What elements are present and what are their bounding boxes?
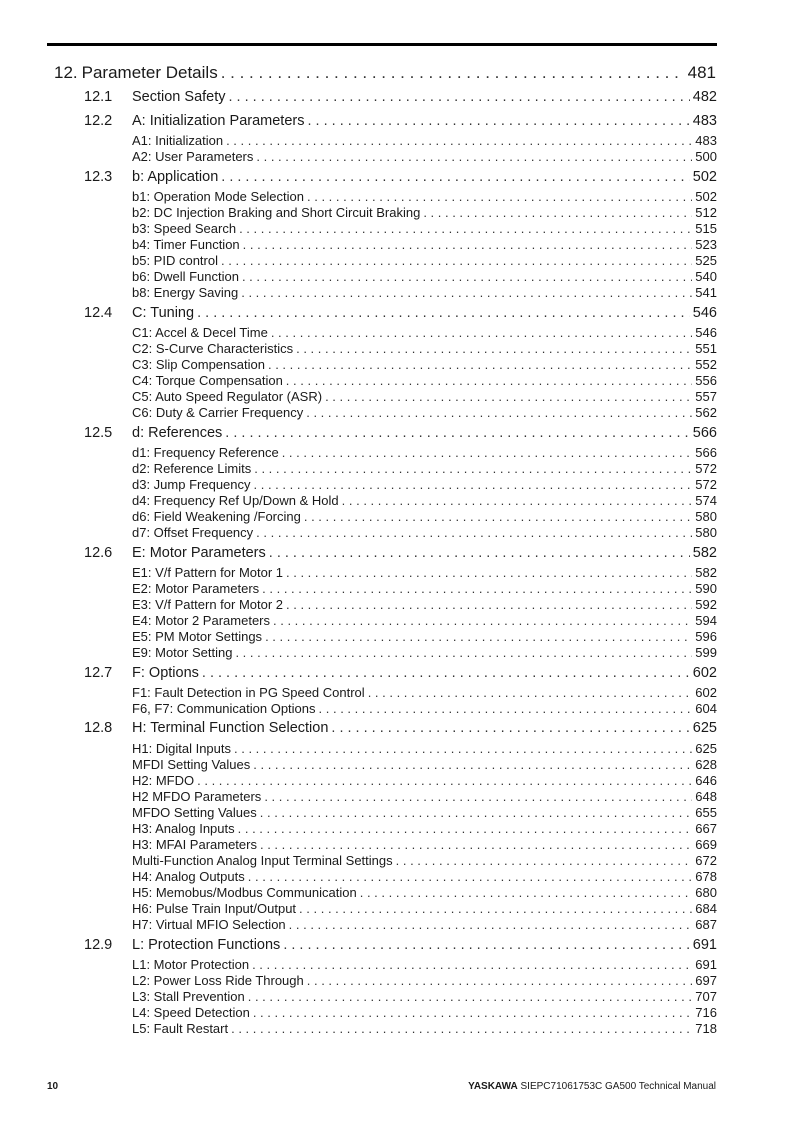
- subsection-page: 602: [695, 685, 717, 701]
- subsection-title: d4: Frequency Ref Up/Down & Hold: [132, 493, 339, 509]
- dot-leader: [299, 901, 692, 916]
- section-number: 12.4: [84, 304, 113, 321]
- subsection-page: 580: [695, 509, 717, 525]
- toc-subsection[interactable]: [132, 1021, 717, 1036]
- toc-subsection[interactable]: [132, 917, 717, 932]
- subsection-page: 592: [695, 597, 717, 613]
- toc-subsection[interactable]: [132, 989, 717, 1004]
- toc-subsection[interactable]: [132, 525, 717, 540]
- section-number: 12.6: [84, 544, 113, 561]
- dot-leader: [253, 1005, 692, 1020]
- toc-subsection[interactable]: [132, 493, 717, 508]
- toc-section-12-5[interactable]: [84, 425, 717, 441]
- subsection-title: A2: User Parameters: [132, 149, 254, 165]
- section-number: 12.7: [84, 664, 113, 681]
- section-title: H: Terminal Function Selection: [132, 720, 329, 737]
- subsection-title: C1: Accel & Decel Time: [132, 325, 268, 341]
- subsection-page: 707: [695, 989, 717, 1005]
- toc-subsection[interactable]: [132, 253, 717, 268]
- toc-subsection[interactable]: [132, 149, 717, 164]
- toc-subsection[interactable]: [132, 405, 717, 420]
- toc-subsection[interactable]: [132, 629, 717, 644]
- subsection-title: L4: Speed Detection: [132, 1005, 250, 1021]
- subsection-page: 515: [695, 221, 717, 237]
- subsection-title: L5: Fault Restart: [132, 1021, 229, 1037]
- dot-leader: [307, 113, 689, 129]
- toc-subsection[interactable]: [132, 189, 717, 204]
- subsection-page: 594: [695, 613, 717, 629]
- subsection-page: 541: [695, 285, 717, 301]
- subsection-title: MFDI Setting Values: [132, 756, 251, 772]
- subsection-title: E9: Motor Setting: [132, 645, 233, 661]
- subsection-page: 687: [695, 917, 717, 933]
- subsection-page: 669: [695, 837, 717, 853]
- toc-subsection[interactable]: [132, 805, 717, 820]
- dot-leader: [396, 853, 693, 868]
- toc-section-12-1[interactable]: [84, 89, 717, 105]
- dot-leader: [307, 973, 693, 988]
- dot-leader: [423, 205, 692, 220]
- toc-subsection[interactable]: [132, 837, 717, 852]
- toc-subsection[interactable]: [132, 685, 717, 700]
- subsection-title: H2: MFDO: [132, 772, 195, 788]
- subsection-page: 551: [695, 341, 717, 357]
- dot-leader: [221, 169, 690, 185]
- subsection-title: H3: Analog Inputs: [132, 821, 235, 837]
- dot-leader: [239, 221, 692, 236]
- subsection-page: 572: [695, 461, 717, 477]
- section-page: 566: [692, 424, 717, 441]
- dot-leader: [197, 305, 690, 321]
- dot-leader: [319, 701, 693, 716]
- chapter-title: Parameter Details: [81, 63, 218, 82]
- toc-subsection[interactable]: [132, 869, 717, 884]
- subsection-page: 525: [695, 253, 717, 269]
- section-page: 546: [692, 304, 717, 321]
- toc-subsection[interactable]: [132, 565, 717, 580]
- dot-leader: [260, 837, 692, 852]
- subsection-page: 566: [695, 445, 717, 461]
- subsection-title: H6: Pulse Train Input/Output: [132, 901, 297, 917]
- subsection-title: E2: Motor Parameters: [132, 581, 260, 597]
- subsection-page: 625: [695, 740, 717, 756]
- section-title: F: Options: [132, 664, 199, 681]
- subsection-title: C4: Torque Compensation: [132, 373, 283, 389]
- dot-leader: [264, 789, 692, 804]
- subsection-title: b2: DC Injection Braking and Short Circuit Braking: [132, 205, 421, 221]
- dot-leader: [306, 405, 692, 420]
- dot-leader: [269, 545, 690, 561]
- subsection-page: 552: [695, 357, 717, 373]
- toc-subsection[interactable]: [132, 221, 717, 236]
- toc-subsection[interactable]: [132, 509, 717, 524]
- section-number: 12.5: [84, 424, 113, 441]
- subsection-page: 582: [695, 565, 717, 581]
- dot-leader: [229, 89, 690, 105]
- footer-doc-info: [468, 1081, 716, 1092]
- toc-subsection[interactable]: [132, 285, 717, 300]
- subsection-page: 590: [695, 581, 717, 597]
- toc-subsection[interactable]: [132, 853, 717, 868]
- subsection-title: C2: S-Curve Characteristics: [132, 341, 294, 357]
- subsection-title: d1: Frequency Reference: [132, 445, 279, 461]
- subsection-title: H5: Memobus/Modbus Communication: [132, 885, 357, 901]
- dot-leader: [286, 565, 692, 580]
- toc-subsection[interactable]: [132, 373, 717, 388]
- toc-subsection[interactable]: [132, 445, 717, 460]
- subsection-page: 574: [695, 493, 717, 509]
- subsection-page: 596: [695, 629, 717, 645]
- subsection-title: b6: Dwell Function: [132, 269, 239, 285]
- subsection-page: 512: [695, 205, 717, 221]
- toc-subsection[interactable]: [132, 597, 717, 612]
- dot-leader: [243, 237, 693, 252]
- toc-section-12-6[interactable]: [84, 545, 717, 561]
- toc-subsection[interactable]: [132, 973, 717, 988]
- subsection-page: 655: [695, 805, 717, 821]
- toc-subsection[interactable]: [132, 269, 717, 284]
- toc-subsection[interactable]: [132, 237, 717, 252]
- toc-subsection[interactable]: [132, 133, 717, 148]
- dot-leader: [268, 357, 692, 372]
- dot-leader: [225, 425, 690, 441]
- section-page: 582: [692, 544, 717, 561]
- subsection-page: 599: [695, 645, 717, 661]
- subsection-page: 483: [695, 133, 717, 149]
- subsection-title: b1: Operation Mode Selection: [132, 189, 304, 204]
- dot-leader: [242, 269, 692, 284]
- subsection-page: 680: [695, 885, 717, 901]
- dot-leader: [265, 629, 692, 644]
- subsection-title: H1: Digital Inputs: [132, 740, 231, 756]
- toc-subsection[interactable]: [132, 325, 717, 340]
- dot-leader: [254, 461, 692, 476]
- dot-leader: [260, 805, 693, 820]
- toc-subsection[interactable]: [132, 645, 717, 660]
- subsection-page: 684: [695, 901, 717, 917]
- subsection-page: 678: [695, 869, 717, 885]
- section-page: 502: [692, 168, 717, 185]
- subsection-page: 604: [695, 701, 717, 717]
- toc-subsection[interactable]: [132, 957, 717, 972]
- subsection-page: 500: [695, 149, 717, 165]
- subsection-title: d6: Field Weakening /Forcing: [132, 509, 301, 525]
- subsection-page: 628: [695, 756, 717, 772]
- subsection-page: 523: [695, 237, 717, 253]
- dot-leader: [283, 937, 689, 953]
- toc-subsection[interactable]: [132, 613, 717, 628]
- subsection-title: H4: Analog Outputs: [132, 869, 245, 885]
- chapter-page: 481: [687, 63, 716, 82]
- subsection-page: 556: [695, 373, 717, 389]
- section-page: 691: [692, 936, 717, 953]
- subsection-title: E4: Motor 2 Parameters: [132, 613, 270, 629]
- toc-subsection[interactable]: [132, 773, 717, 788]
- dot-leader: [360, 885, 693, 900]
- subsection-title: b4: Timer Function: [132, 237, 240, 253]
- dot-leader: [231, 1021, 692, 1036]
- subsection-page: 572: [695, 477, 717, 493]
- section-page: 625: [692, 720, 717, 737]
- toc-subsection[interactable]: [132, 789, 717, 804]
- subsection-title: d3: Jump Frequency: [132, 477, 251, 493]
- dot-leader: [368, 685, 693, 700]
- dot-leader: [286, 373, 693, 388]
- subsection-page: 667: [695, 821, 717, 837]
- dot-leader: [197, 773, 692, 788]
- dot-leader: [221, 253, 692, 268]
- toc-section-12-2[interactable]: [84, 113, 717, 129]
- subsection-page: 540: [695, 269, 717, 285]
- dot-leader: [221, 63, 685, 83]
- section-page: 483: [692, 112, 717, 129]
- toc-subsection[interactable]: [132, 701, 717, 716]
- dot-leader: [289, 917, 693, 932]
- dot-leader: [241, 285, 692, 300]
- subsection-title: d2: Reference Limits: [132, 461, 252, 477]
- dot-leader: [252, 957, 692, 972]
- dot-leader: [331, 720, 689, 736]
- subsection-title: C6: Duty & Carrier Frequency: [132, 405, 304, 421]
- toc-subsection[interactable]: [132, 581, 717, 596]
- subsection-page: 546: [695, 325, 717, 341]
- toc-section-12-7[interactable]: [84, 665, 717, 681]
- subsection-page: 557: [695, 389, 717, 405]
- dot-leader: [256, 149, 692, 164]
- dot-leader: [282, 445, 693, 460]
- section-number: 12.9: [84, 936, 113, 953]
- toc-subsection[interactable]: [132, 477, 717, 492]
- subsection-page: 716: [695, 1005, 717, 1021]
- dot-leader: [202, 665, 690, 681]
- subsection-title: b8: Energy Saving: [132, 285, 239, 301]
- subsection-page: 562: [695, 405, 717, 421]
- subsection-title: Multi-Function Analog Input Terminal Settings: [132, 853, 393, 869]
- dot-leader: [286, 597, 692, 612]
- section-title: C: Tuning: [132, 304, 195, 321]
- footer-doc-title: SIEPC71061753C GA500 Technical Manual: [520, 1081, 716, 1092]
- dot-leader: [304, 509, 692, 524]
- dot-leader: [226, 133, 692, 148]
- subsection-title: C3: Slip Compensation: [132, 357, 265, 373]
- subsection-page: 672: [695, 853, 717, 869]
- section-title: Section Safety: [132, 89, 226, 105]
- footer-page-number: 10: [47, 1081, 59, 1092]
- subsection-title: F6, F7: Communication Options: [132, 701, 316, 717]
- section-title: A: Initialization Parameters: [132, 112, 305, 129]
- subsection-page: 697: [695, 973, 717, 989]
- subsection-title: L3: Stall Prevention: [132, 989, 245, 1005]
- dot-leader: [273, 613, 692, 628]
- subsection-title: H7: Virtual MFIO Selection: [132, 917, 286, 933]
- subsection-page: 691: [695, 957, 717, 973]
- dot-leader: [253, 757, 692, 772]
- toc-subsection[interactable]: [132, 757, 717, 772]
- section-title: b: Application: [132, 168, 219, 185]
- section-title: E: Motor Parameters: [132, 544, 266, 561]
- toc-subsection[interactable]: [132, 357, 717, 372]
- subsection-title: d7: Offset Frequency: [132, 525, 254, 541]
- toc-section-12-8[interactable]: [84, 720, 717, 736]
- dot-leader: [235, 645, 692, 660]
- dot-leader: [234, 741, 692, 756]
- toc-section-12-9[interactable]: [84, 937, 717, 953]
- section-page: 482: [692, 89, 717, 105]
- subsection-page: 580: [695, 525, 717, 541]
- subsection-page: 646: [695, 772, 717, 788]
- subsection-title: E3: V/f Pattern for Motor 2: [132, 597, 284, 613]
- dot-leader: [248, 869, 693, 884]
- subsection-page: 718: [695, 1021, 717, 1037]
- toc-subsection[interactable]: [132, 341, 717, 356]
- toc-section-12-3[interactable]: [84, 169, 717, 185]
- subsection-title: F1: Fault Detection in PG Speed Control: [132, 685, 365, 701]
- section-number: 12.8: [84, 720, 113, 737]
- subsection-title: L2: Power Loss Ride Through: [132, 973, 304, 989]
- dot-leader: [271, 325, 692, 340]
- dot-leader: [256, 525, 692, 540]
- subsection-title: MFDO Setting Values: [132, 805, 257, 821]
- toc-subsection[interactable]: [132, 205, 717, 220]
- subsection-title: E1: V/f Pattern for Motor 1: [132, 565, 284, 581]
- subsection-page: 502: [695, 189, 717, 204]
- subsection-title: L1: Motor Protection: [132, 957, 250, 973]
- chapter-number: 12.: [54, 63, 78, 82]
- section-number: 12.3: [84, 168, 113, 185]
- subsection-title: b5: PID control: [132, 253, 218, 269]
- section-title: L: Protection Functions: [132, 936, 281, 953]
- footer-brand: YASKAWA: [468, 1081, 518, 1092]
- section-page: 602: [692, 664, 717, 681]
- dot-leader: [307, 189, 692, 204]
- subsection-title: A1: Initialization: [132, 133, 224, 149]
- dot-leader: [342, 493, 693, 508]
- dot-leader: [296, 341, 692, 356]
- toc-subsection[interactable]: [132, 885, 717, 900]
- toc-subsection[interactable]: [132, 901, 717, 916]
- dot-leader: [254, 477, 693, 492]
- toc-subsection[interactable]: [132, 461, 717, 476]
- subsection-title: C5: Auto Speed Regulator (ASR): [132, 389, 323, 405]
- subsection-title: b3: Speed Search: [132, 221, 237, 237]
- subsection-page: 648: [695, 789, 717, 804]
- toc-subsection[interactable]: [132, 389, 717, 404]
- subsection-title: E5: PM Motor Settings: [132, 629, 263, 645]
- subsection-title: H2 MFDO Parameters: [132, 789, 262, 804]
- toc-section-12-4[interactable]: [84, 305, 717, 321]
- dot-leader: [248, 989, 693, 1004]
- toc-subsection[interactable]: [132, 741, 717, 756]
- dot-leader: [262, 581, 692, 596]
- subsection-title: H3: MFAI Parameters: [132, 837, 257, 853]
- toc-subsection[interactable]: [132, 1005, 717, 1020]
- top-rule: [47, 43, 717, 46]
- section-number: 12.2: [84, 112, 113, 129]
- dot-leader: [325, 389, 692, 404]
- section-title: d: References: [132, 424, 223, 441]
- section-number: 12.1: [84, 89, 113, 105]
- toc-subsection[interactable]: [132, 821, 717, 836]
- toc-chapter-entry[interactable]: [54, 63, 716, 83]
- dot-leader: [238, 821, 693, 836]
